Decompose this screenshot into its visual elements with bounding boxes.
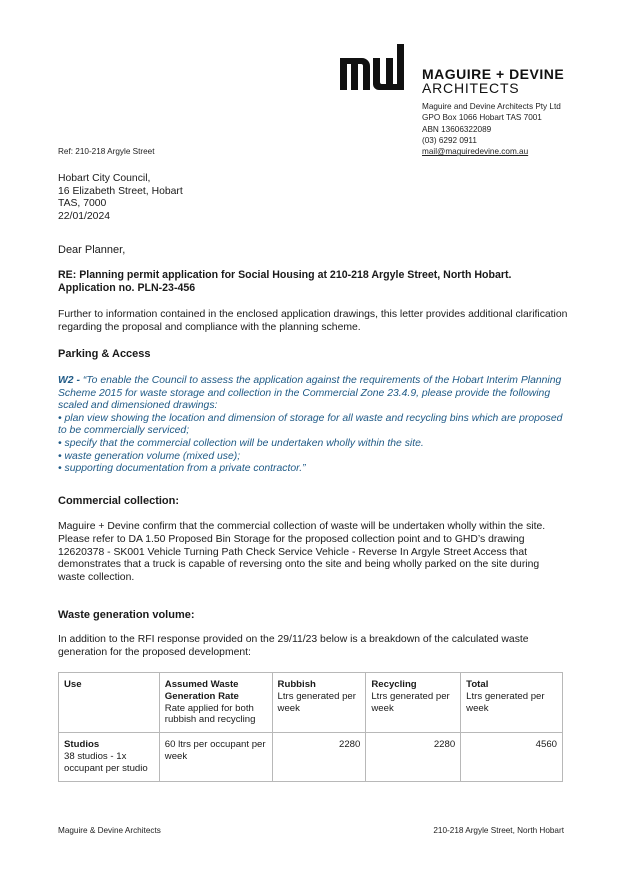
rfi-tag: W2 - [58, 375, 83, 386]
rfi-request [58, 375, 573, 413]
table-header-row [59, 673, 563, 733]
brand-name: MAGUIRE + DEVINE [422, 66, 565, 82]
company-abn: ABN 13606322089 [422, 124, 492, 134]
recipient-address [58, 173, 183, 223]
recipient-line: 16 Elizabeth Street, Hobart [58, 185, 183, 197]
rfi-quote [58, 375, 573, 476]
commercial-paragraph: Maguire + Devine confirm that the commercial collection of waste will be undertaken wholly within the site. Please refer to DA 1.50 Proposed Bin Storage for the proposed collection point and to GHD’s drawing 12620378 - SK001 Vehicle Turning Path Check Service Vehicle - Reverse In Argyle Street Access that demonstrates that a truck is capable of reversing onto the site and being wholly parked on the site during waste collection. [58, 521, 546, 584]
letter-date: 22/01/2024 [58, 210, 111, 222]
section-heading-commercial: Commercial collection: [58, 495, 180, 507]
waste-intro-paragraph: In addition to the RFI response provided on the 29/11/23 below is a breakdown of the calculated waste generation for the proposed development: [58, 634, 529, 658]
cell-recycling: 2280 [366, 733, 461, 781]
company-phone: (03) 6292 0911 [422, 135, 477, 145]
waste-table [58, 672, 563, 782]
cell-use: Studios 38 studios - 1x occupant per studio [59, 733, 160, 781]
company-details [422, 101, 561, 157]
rfi-bullet: • waste generation volume (mixed use); [58, 450, 241, 462]
company-email-link[interactable]: mail@maguiredevine.com.au [422, 147, 529, 157]
greeting: Dear Planner, [58, 244, 126, 256]
company-name: Maguire and Devine Architects Pty Ltd [422, 102, 561, 111]
footer-left: Maguire & Devine Architects [58, 826, 161, 835]
application-number: Application no. PLN-23-456 [58, 282, 196, 295]
section-heading-parking: Parking & Access [58, 348, 151, 360]
header-total: Total Ltrs generated per week [461, 673, 563, 733]
footer-right: 210-218 Argyle Street, North Hobart [433, 826, 564, 835]
intro-paragraph: Further to information contained in the enclosed application drawings, this letter provides additional clarification regarding the proposal and compliance with the planning scheme. [58, 309, 568, 333]
cell-rubbish: 2280 [272, 733, 366, 781]
header-use: Use [59, 673, 160, 733]
company-po-box: GPO Box 1066 Hobart TAS 7001 [422, 113, 542, 123]
header-rubbish: Rubbish Ltrs generated per week [272, 673, 366, 733]
reference-line: Ref: 210-218 Argyle Street [58, 147, 155, 156]
rfi-bullet: • plan view showing the location and dimension of storage for all waste and recycling bins which are proposed to be commercially serviced; [58, 412, 563, 437]
cell-total: 4560 [461, 733, 563, 781]
table-row [59, 733, 563, 781]
rfi-request-text: “To enable the Council to assess the application against the requirements of the Hobart Interim Planning Scheme 2015 for waste storage and collection in the Commercial Zone 23.4.9, please provide the following scaled and dimensioned drawings: [58, 375, 562, 412]
logo-mark [340, 44, 414, 94]
section-heading-waste: Waste generation volume: [58, 609, 195, 621]
subject-text: RE: Planning permit application for Social Housing at 210-218 Argyle Street, North Hobart. [58, 269, 512, 281]
cell-rate: 60 ltrs per occupant per week [159, 733, 272, 781]
header-recycling: Recycling Ltrs generated per week [366, 673, 461, 733]
rfi-bullet: • specify that the commercial collection will be undertaken wholly within the site. [58, 437, 424, 449]
header-rate: Assumed Waste Generation Rate Rate applied for both rubbish and recycling [159, 673, 272, 733]
subject-line [58, 269, 568, 295]
brand-subtitle: ARCHITECTS [422, 80, 520, 96]
recipient-line: Hobart City Council, [58, 173, 151, 184]
rfi-bullet: • supporting documentation from a private contractor.” [58, 463, 306, 475]
recipient-line: TAS, 7000 [58, 198, 107, 210]
